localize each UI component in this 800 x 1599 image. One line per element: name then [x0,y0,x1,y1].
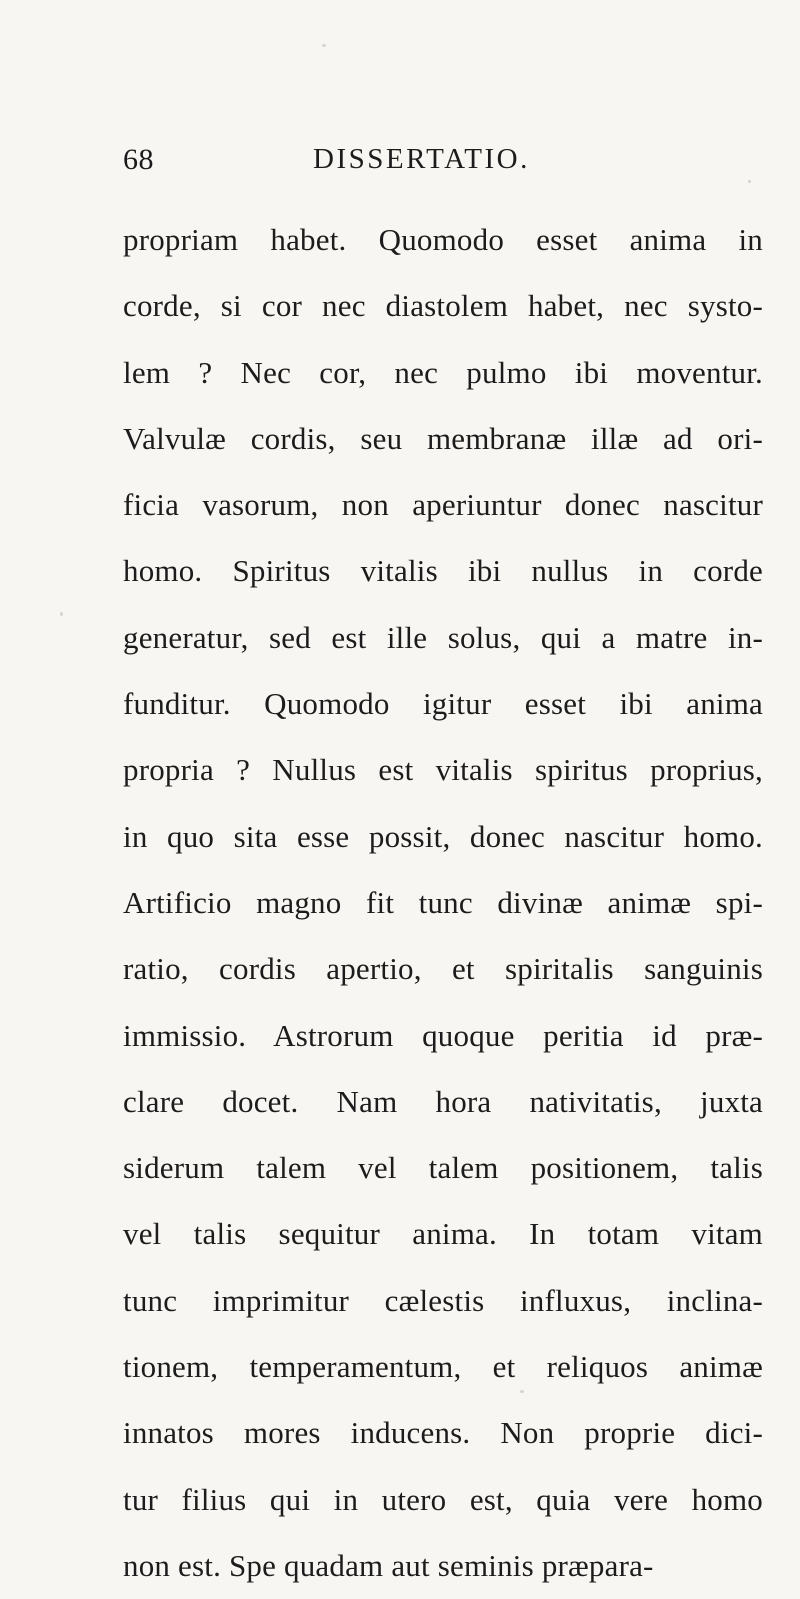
text-line: Valvulæ cordis, seu membranæ illæ ad ori- [123,420,763,456]
text-line: funditur. Quomodo igitur esset ibi anima [123,686,763,722]
text-line: clare docet. Nam hora nativitatis, juxta [123,1083,763,1119]
text-line: siderum talem vel talem positionem, talis [123,1150,763,1186]
paper-speck [322,44,326,47]
text-line: immissio. Astrorum quoque peritia id præ- [123,1017,763,1053]
text-line: propriam habet. Quomodo esset anima in [123,222,763,257]
running-title: DISSERTATIO. [313,143,530,175]
text-line: tunc imprimitur cælestis influxus, inclina- [123,1282,763,1318]
paper-speck [748,180,751,183]
text-line: generatur, sed est ille solus, qui a matre in- [123,619,763,655]
text-line: homo. Spiritus vitalis ibi nullus in corde [123,553,763,589]
text-line: non est. Spe quadam aut seminis præpara- [123,1547,654,1583]
text-line: in quo sita esse possit, donec nascitur homo. [123,818,763,854]
text-line: propria ? Nullus est vitalis spiritus proprius, [123,752,763,788]
text-line: tur filius qui in utero est, quia vere homo [123,1481,763,1517]
body-text [123,207,763,1599]
paper-speck [520,1390,524,1393]
text-line: corde, si cor nec diastolem habet, nec systo- [123,288,763,324]
text-line: Artificio magno fit tunc divinæ animæ spi- [123,884,763,920]
text-line: ficia vasorum, non aperiuntur donec nascitur [123,487,763,523]
running-head [123,143,753,183]
text-line: innatos mores inducens. Non proprie dici- [123,1415,763,1451]
text-line: ratio, cordis apertio, et spiritalis sanguinis [123,951,763,987]
page-number: 68 [123,143,154,176]
text-line: tionem, temperamentum, et reliquos animæ [123,1349,763,1385]
text-line: vel talis sequitur anima. In totam vitam [123,1216,763,1252]
paper-speck [60,612,63,616]
text-line: lem ? Nec cor, nec pulmo ibi moventur. [123,354,763,390]
